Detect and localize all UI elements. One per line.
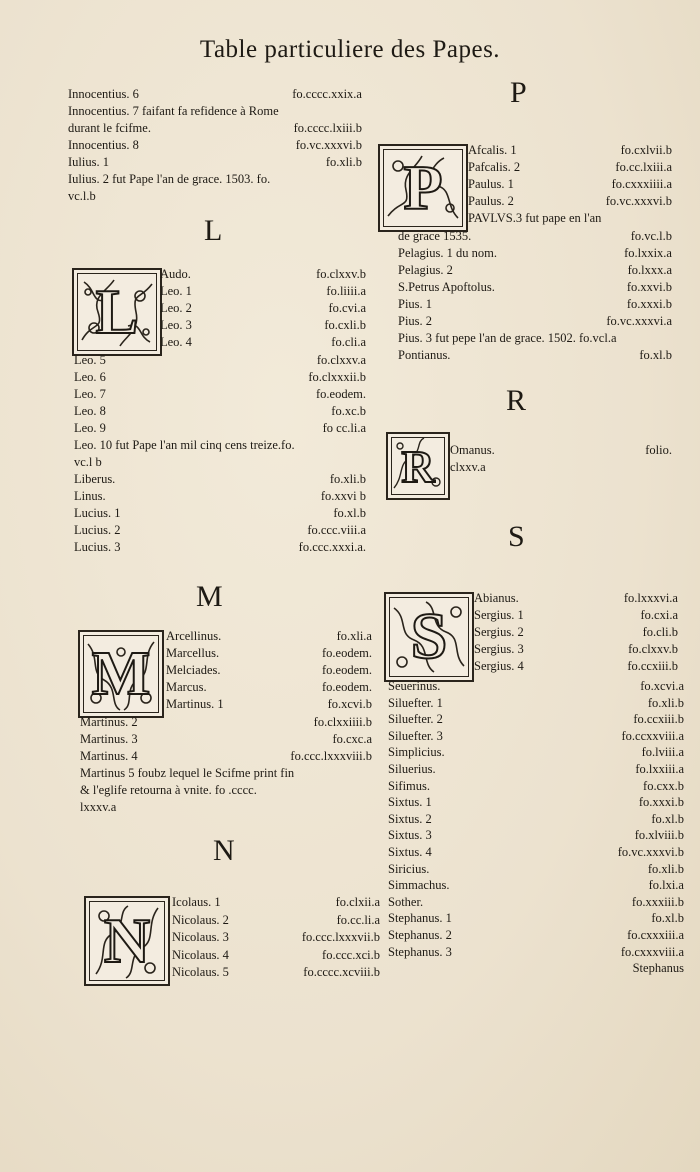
entry-name: Lucius. 2 [74,523,121,537]
folio-reference: folio. [645,443,672,457]
folio-reference: fo.clxii.a [335,895,380,909]
entry-name: Martinus 5 foubz lequel le Scifme print fin [80,766,295,780]
folio-reference: fo.vc.xxxvi.a [606,314,672,328]
entry-name: Innocentius. 6 [68,87,139,101]
folio-reference: fo.cccc.lxiii.b [293,121,362,135]
folio-reference: fo.eodem. [316,387,366,401]
folio-reference: fo.clxxv.b [316,267,366,281]
folio-reference: fo.eodem. [322,680,372,694]
entry-name: Leo. 1 [160,284,192,298]
section-heading-s: S [508,520,525,553]
decorated-initial-r [386,432,450,500]
entry-name: Simplicius. [388,745,445,760]
folio-reference: fo.xcvi.b [327,697,372,711]
entry-name: Sixtus. 3 [388,828,432,843]
folio-reference: fo.eodem. [322,646,372,660]
folio-reference: fo.ccxiii.b [627,659,678,673]
entry-name: Icolaus. 1 [172,895,221,909]
entry-name: vc.l.b [68,189,96,203]
folio-reference: fo.ccc.xxxi.a. [298,540,366,554]
folio-reference: fo.cli.a [331,335,366,349]
entry-name: Liberus. [74,472,116,486]
decorated-initial-s [384,592,474,682]
initial-letter: P [403,152,443,223]
initial-rule [466,144,467,228]
folio-reference: fo.clxxxii.b [308,370,366,384]
folio-reference: fo.xli.b [647,695,684,710]
entry-name: Leo. 6 [74,370,106,384]
initial-letter: R [401,440,435,492]
folio-reference: fo.lxxix.a [624,246,672,260]
entry-name: Pafcalis. 2 [468,160,521,174]
folio-reference: fo.ccxiii.b [633,712,684,727]
entry-name: Siluerius. [388,762,436,776]
entry-name: Leo. 8 [74,404,106,418]
entry-name: Martinus. 2 [80,715,138,729]
folio-reference: fo.ccc.xci.b [322,947,380,962]
folio-reference: fo.vc.xxxvi.b [605,194,672,208]
entry-name: & l'eglife retourna à vnite. fo .cccc. [80,783,257,797]
folio-reference: fo.liiii.a [326,284,366,298]
entry-name: Stephanus. 2 [388,928,452,942]
folio-reference: fo.xli.b [647,861,684,876]
entry-name: Leo. 4 [160,335,192,349]
entry-name: Nicolaus. 2 [172,912,229,927]
entry-name: Nicolaus. 3 [172,930,229,944]
folio-reference: fo.vc.l.b [630,229,672,243]
section-heading-r: R [506,384,527,417]
entry-name: Afcalis. 1 [468,143,517,157]
entry-name: Arcellinus. [166,629,222,643]
entry-name: Innocentius. 8 [68,138,139,152]
folio-reference: fo.xc.b [331,404,366,418]
entry-name: Leo. 9 [74,421,106,435]
entry-name: S.Petrus Apoftolus. [398,280,495,294]
entry-name: Martinus. 1 [166,697,224,711]
folio-reference: fo.cxxxiiii.a [611,177,672,191]
folio-reference: fo.ccc.viii.a [307,523,366,537]
folio-reference: fo.clxxiiii.b [313,715,372,729]
folio-reference: fo.xcvi.a [640,679,684,693]
entry-name: Pelagius. 2 [398,263,453,277]
folio-reference: fo.cxxxviii.a [620,944,684,959]
folio-reference: fo.xl.b [639,348,672,362]
entry-name: Sifimus. [388,778,431,793]
folio-reference: fo.xxxi.b [626,297,672,311]
entry-name: Linus. [74,489,106,503]
folio-reference: fo.lxxiii.a [635,762,684,776]
entry-name: Lucius. 1 [74,506,121,520]
folio-reference: fo.lviii.a [641,745,684,760]
initial-rule [168,896,169,982]
folio-reference: fo.xxvi b [320,489,366,503]
initial-letter: M [91,639,151,708]
section-heading-p: P [510,76,527,109]
folio-reference: fo.lxi.a [648,878,684,893]
entry-name: Leo. 7 [74,387,106,401]
decorated-initial-m [78,630,164,718]
entry-name: Sergius. 3 [474,642,524,656]
entry-name: Sixtus. 2 [388,811,432,826]
folio-reference: fo.xlviii.b [634,828,684,843]
section-heading-m: M [196,580,223,613]
entry-name: Leo. 3 [160,318,192,332]
entry-name: Lucius. 3 [74,540,121,554]
folio-reference: fo.cc.lxiii.a [615,160,672,174]
entry-name: Sixtus. 4 [388,845,432,859]
entry-name: Melciades. [166,663,221,677]
decorated-initial-p [378,144,468,232]
folio-reference: fo.cccc.xcviii.b [303,965,380,979]
folio-reference: fo.clxxv.b [628,642,678,656]
entry-name: vc.l b [74,455,102,469]
folio-reference: fo.xli.b [325,155,362,169]
entry-name: Simmachus. [388,878,450,893]
entry-name: Pius. 2 [398,314,433,328]
folio-reference: fo.xli.a [336,629,372,643]
entry-name: Paulus. 2 [468,194,514,208]
initial-rule [162,630,163,714]
folio-reference: fo.ccc.lxxxviii.b [290,749,372,763]
entry-name: Leo. 5 [74,353,106,367]
entry-name: Iulius. 2 fut Pape l'an de grace. 1503. fo. [68,172,271,186]
entry-name: Sergius. 1 [474,608,524,622]
entry-name: PAVLVS.3 fut pape en l'an [468,211,602,225]
initial-letter: L [95,276,139,347]
folio-reference: fo.vc.xxxvi.b [295,138,362,152]
folio-reference: fo.cxlvii.b [620,143,672,157]
folio-reference: fo.xxxi.b [638,795,684,810]
folio-reference: fo.cxc.a [332,732,372,746]
folio-reference: fo.xxvi.b [626,280,672,294]
entry-name: Audo. [160,267,191,281]
entry-name: Paulus. 1 [468,177,514,191]
entry-name: Marcellus. [166,646,220,660]
entry-name: Nicolaus. 5 [172,965,229,979]
folio-reference: fo.ccc.lxxxvii.b [301,930,380,944]
folio-reference: fo.cxx.b [643,778,684,793]
folio-reference: fo.xxxiii.b [631,894,684,909]
folio-reference: fo.cxi.a [640,608,678,622]
entry-name: Pontianus. [398,348,451,362]
entry-name: Sergius. 4 [474,659,524,673]
entry-name: lxxxv.a [80,800,117,814]
initial-letter: N [103,905,151,976]
entry-name: Seuerinus. [388,679,441,693]
entry-name: Siricius. [388,861,430,876]
initial-rule [448,432,449,496]
decorated-initial-n [84,896,170,986]
entry-name: Pelagius. 1 du nom. [398,246,497,260]
entry-name: Pius. 1 [398,297,433,311]
entry-name: Stephanus. 3 [388,944,452,959]
entry-name: Innocentius. 7 faifant fa refidence à Rome [68,104,279,118]
entry-name: Stephanus. 1 [388,911,452,926]
entry-name: Iulius. 1 [68,155,109,169]
entry-name: Siluefter. 2 [388,712,443,727]
entry-name: Martinus. 4 [80,749,138,763]
folio-reference: fo.cxxxiii.a [627,928,684,942]
folio-reference: fo.xl.b [651,911,684,926]
folio-reference: fo.cli.b [642,625,678,639]
folio-reference: fo.xl.b [651,811,684,826]
folio-reference: fo.eodem. [322,663,372,677]
initial-rule [472,592,473,678]
entry-name: Nicolaus. 4 [172,947,229,962]
folio-reference: fo.vc.xxxvi.b [617,845,684,859]
entry-name: durant le fcifme. [68,121,151,135]
entry-name: Omanus. [450,443,495,457]
entry-name: Leo. 10 fut Pape l'an mil cinq cens treize.fo. [74,438,295,452]
folio-reference: fo.cvi.a [328,301,366,315]
entry-name: Sixtus. 1 [388,795,432,810]
folio-reference: fo.xli.b [329,472,366,486]
entry-name: Martinus. 3 [80,732,138,746]
entry-name: Pius. 3 fut pepe l'an de grace. 1502. fo.vcl.a [398,331,617,345]
folio-reference: fo.cccc.xxix.a [292,87,362,101]
folio-reference: fo.cc.li.a [336,912,380,927]
entry-name: Sergius. 2 [474,625,524,639]
folio-reference: fo.lxxx.a [627,263,672,277]
initial-letter: S [410,600,448,673]
folio-reference: Stephanus [632,961,684,976]
entry-name: Leo. 2 [160,301,192,315]
entry-name: Siluefter. 3 [388,728,443,743]
section-heading-l: L [204,214,223,247]
entry-name: clxxv.a [450,460,486,474]
entry-name: Sother. [388,894,424,909]
folio-reference: fo cc.li.a [322,421,366,435]
entry-name: Marcus. [166,680,207,694]
folio-reference: fo.ccxxviii.a [621,728,684,743]
entry-name: de grace 1535. [398,229,472,243]
folio-reference: fo.lxxxvi.a [623,591,678,605]
folio-reference: fo.cxli.b [324,318,366,332]
decorated-initial-l [72,268,162,356]
entry-name: Siluefter. 1 [388,695,443,710]
section-heading-n: N [213,834,235,867]
folio-reference: fo.xl.b [333,506,366,520]
folio-reference: fo.clxxv.a [316,353,366,367]
entry-name: Abianus. [474,591,519,605]
page-title: Table particuliere des Papes. [199,36,501,63]
